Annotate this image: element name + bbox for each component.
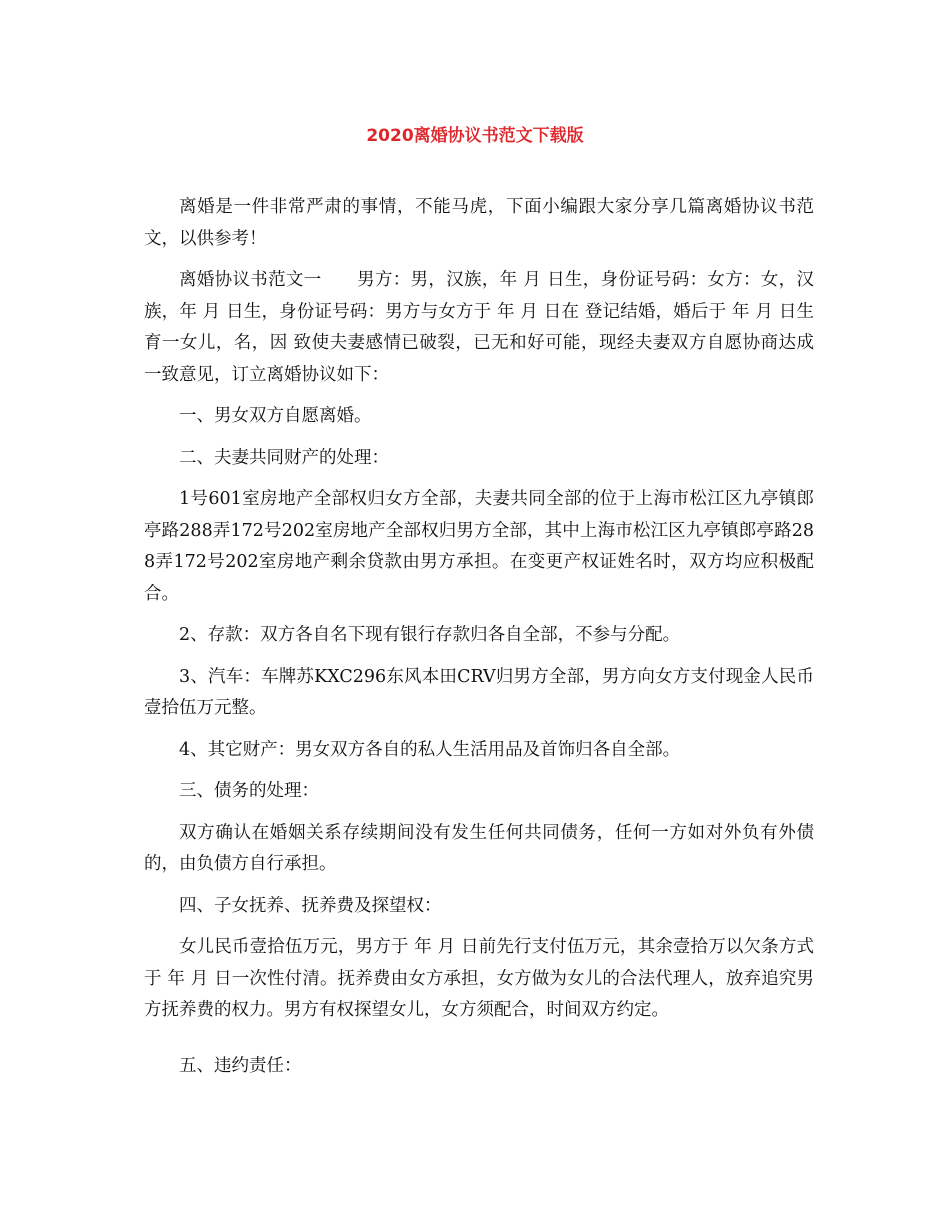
paragraph-property-3: 3、汽车：车牌苏KXC296东风本田CRV归男方全部，男方向女方支付现金人民币壹拾伍万元整。 — [144, 666, 814, 718]
paragraph-property-4: 4、其它财产：男女双方各自的私人生活用品及首饰归各自全部。 — [179, 739, 681, 760]
paragraph-section-3: 三、债务的处理： — [179, 781, 319, 801]
paragraph-section-2: 二、夫妻共同财产的处理： — [179, 447, 389, 468]
paragraph-section-4: 四、子女抚养、抚养费及探望权： — [179, 895, 442, 916]
paragraph-property-1: 1号601室房地产全部权归女方全部，夫妻共同全部的位于上海市松江区九亭镇郎亭路288弄172号202室房地产全部权归男方全部，其中上海市松江区九亭镇郎亭路288弄172号202室房地产剩余贷款由男方承担。在变更产权证姓名时，双方均应积极配合。 — [144, 489, 814, 604]
paragraph-property-2: 2、存款：双方各自名下现有银行存款归各自全部，不参与分配。 — [179, 625, 681, 645]
paragraph-section-1: 一、男女双方自愿离婚。 — [179, 406, 372, 426]
paragraph-section-5: 五、违约责任： — [179, 1055, 302, 1076]
paragraph-debt: 双方确认在婚姻关系存续期间没有发生任何共同债务，任何一方如对外负有外债的，由负债方自行承担。 — [144, 822, 814, 874]
document-title: 2020离婚协议书范文下载版 — [366, 126, 584, 146]
paragraph-parties: 离婚协议书范文一 男方：男，汉族，年 月 日生，身份证号码：女方：女，汉族，年 月 日生，身份证号码：男方与女方于 年 月 日在 登记结婚，婚后于 年 月 日生育一女儿，名，因 致使夫妻感情已破裂，已无和好可能，现经夫妻双方自愿协商达成一致意见，订立离婚协议如下： — [144, 270, 814, 385]
paragraph-custody: 女儿民币壹拾伍万元，男方于 年 月 日前先行支付伍万元，其余壹拾万以欠条方式于 年 月 日一次性付清。抚养费由女方承担，女方做为女儿的合法代理人，放弃追究男方抚养费的权力。男方有权探望女儿，女方须配合，时间双方约定。 — [144, 937, 814, 1020]
document-body — [144, 192, 814, 1082]
paragraph-intro: 离婚是一件非常严肃的事情，不能马虎，下面小编跟大家分享几篇离婚协议书范文，以供参考！ — [144, 197, 814, 249]
